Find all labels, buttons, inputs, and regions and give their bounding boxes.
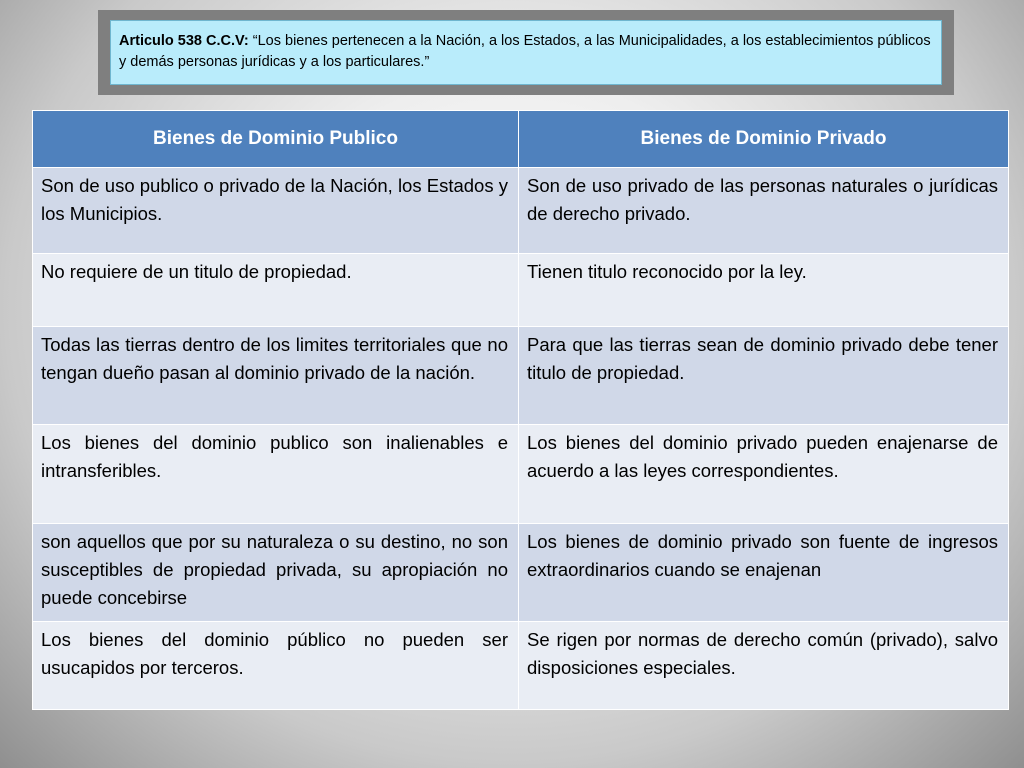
table-row xyxy=(33,254,1009,327)
cell-public: No requiere de un titulo de propiedad. xyxy=(33,254,519,327)
cell-public: Los bienes del dominio publico son inalienables e intransferibles. xyxy=(33,425,519,524)
table-row xyxy=(33,425,1009,524)
comparison-table xyxy=(32,110,1009,710)
quote-frame xyxy=(98,10,954,95)
cell-private: Son de uso privado de las personas naturales o jurídicas de derecho privado. xyxy=(519,168,1009,254)
table-header-row xyxy=(33,111,1009,168)
article-label: Articulo 538 C.C.V: xyxy=(119,33,249,49)
cell-private: Para que las tierras sean de dominio privado debe tener titulo de propiedad. xyxy=(519,327,1009,425)
cell-private: Se rigen por normas de derecho común (privado), salvo disposiciones especiales. xyxy=(519,622,1009,710)
table-row xyxy=(33,622,1009,710)
cell-public: Son de uso publico o privado de la Nación, los Estados y los Municipios. xyxy=(33,168,519,254)
cell-public: Los bienes del dominio público no pueden ser usucapidos por terceros. xyxy=(33,622,519,710)
cell-private: Los bienes del dominio privado pueden enajenarse de acuerdo a las leyes correspondientes. xyxy=(519,425,1009,524)
cell-private: Tienen titulo reconocido por la ley. xyxy=(519,254,1009,327)
table-row xyxy=(33,327,1009,425)
cell-public: son aquellos que por su naturaleza o su destino, no son susceptibles de propiedad privada, su apropiación no puede concebirse xyxy=(33,524,519,622)
cell-private: Los bienes de dominio privado son fuente de ingresos extraordinarios cuando se enajenan xyxy=(519,524,1009,622)
header-public: Bienes de Dominio Publico xyxy=(33,111,519,168)
cell-public: Todas las tierras dentro de los limites territoriales que no tengan dueño pasan al dominio privado de la nación. xyxy=(33,327,519,425)
article-text: “Los bienes pertenecen a la Nación, a los Estados, a las Municipalidades, a los establecimientos públicos y demás personas jurídicas y a los particulares.” xyxy=(119,33,931,71)
header-private: Bienes de Dominio Privado xyxy=(519,111,1009,168)
table-row xyxy=(33,168,1009,254)
table-row xyxy=(33,524,1009,622)
article-quote xyxy=(110,20,942,85)
